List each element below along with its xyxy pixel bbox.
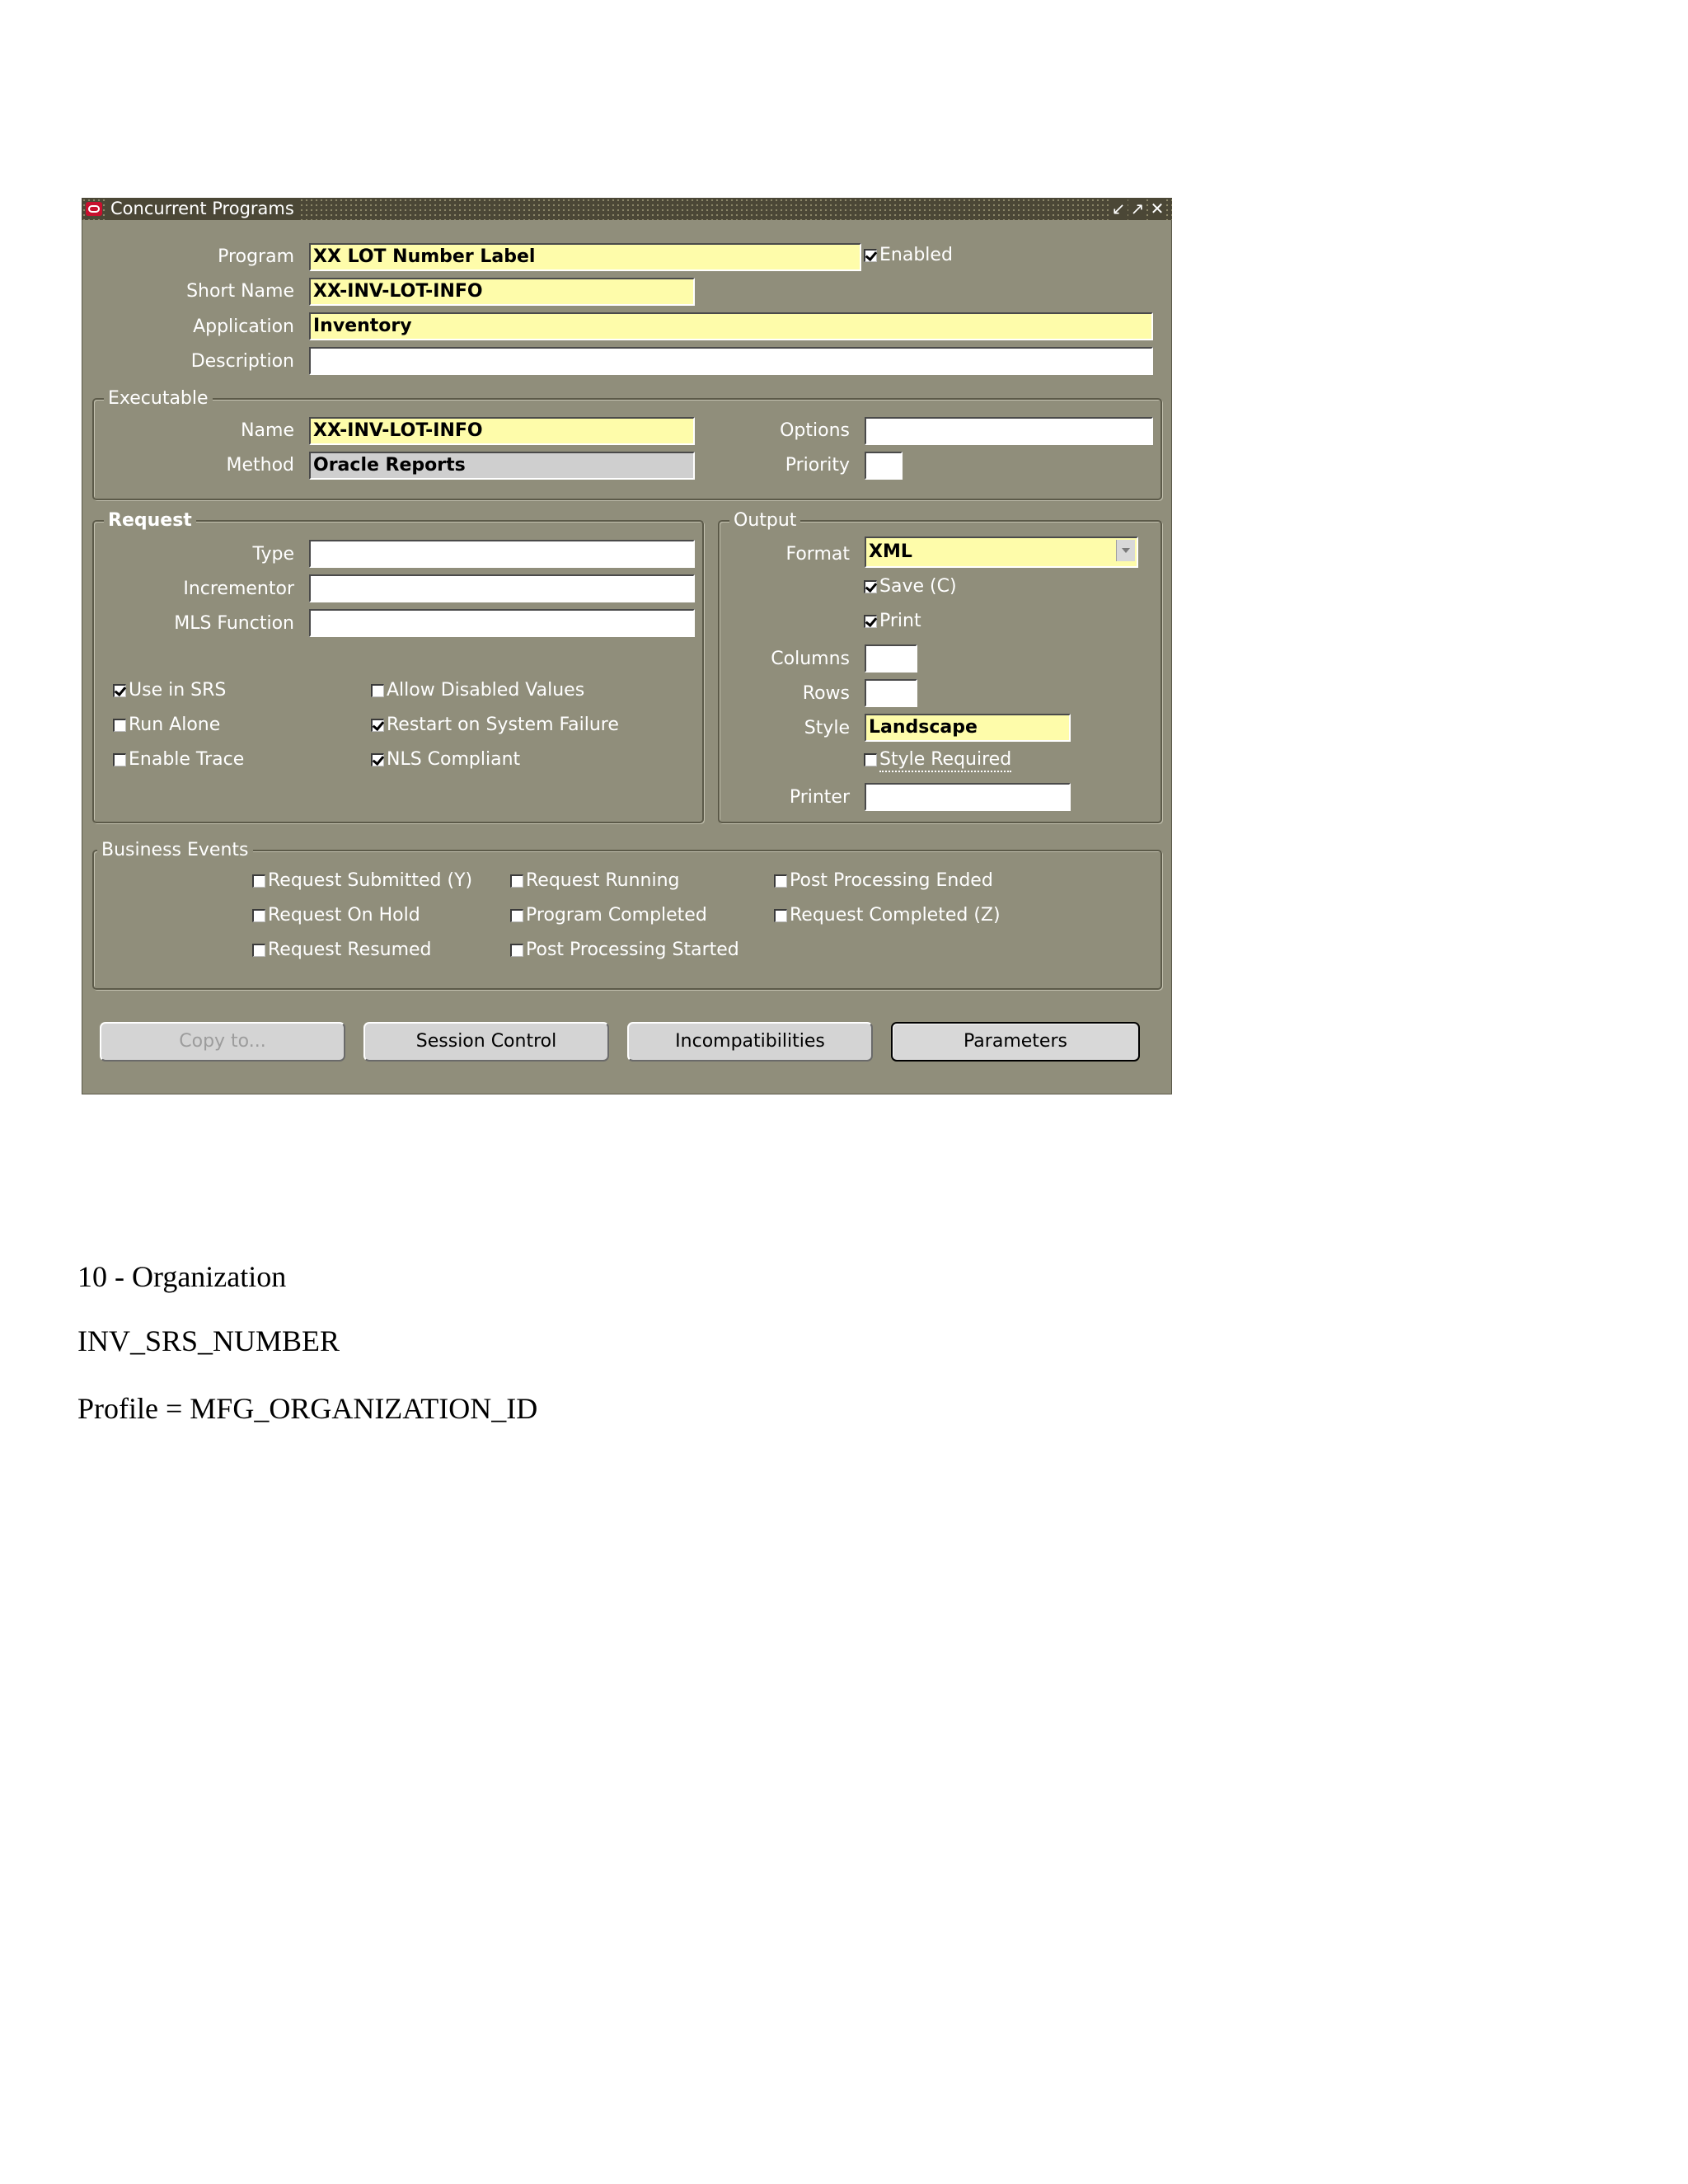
request-on-hold-label: Request On Hold [268,905,420,926]
enabled-checkbox[interactable] [864,245,953,266]
parameters-button[interactable]: Parameters [891,1022,1140,1062]
format-dropdown[interactable] [865,537,1138,568]
request-on-hold-checkbox[interactable] [252,905,420,926]
session-control-button[interactable]: Session Control [363,1022,609,1062]
program-label: Program [218,246,294,267]
priority-label-wrap [82,453,850,478]
doc-line-inv-srs-number: INV_SRS_NUMBER [77,1324,340,1357]
close-icon[interactable]: ✕ [1148,198,1166,220]
columns-field[interactable] [865,644,917,673]
nls-compliant-checkbox[interactable] [371,749,520,771]
request-running-label: Request Running [526,870,680,891]
post-processing-started-box[interactable] [510,944,523,957]
enabled-label: Enabled [879,245,953,265]
request-running-checkbox[interactable] [510,870,680,892]
style-required-checkbox[interactable] [864,749,1011,771]
request-submitted-box[interactable] [252,874,265,888]
executable-name-label: Name [241,420,294,441]
program-completed-box[interactable] [510,909,523,922]
allow-disabled-values-label: Allow Disabled Values [387,680,585,701]
mls-function-label: MLS Function [174,613,294,634]
enable-trace-box[interactable] [113,753,126,766]
request-running-box[interactable] [510,874,523,888]
print-box[interactable] [864,615,877,628]
post-processing-ended-label: Post Processing Ended [790,870,993,891]
program-label-wrap [82,245,294,269]
options-label: Options [780,420,850,441]
business-events-legend: Business Events [97,840,253,861]
priority-field[interactable] [865,452,903,480]
method-label: Method [226,455,294,476]
title-bar[interactable] [82,198,1172,220]
nls-compliant-label: NLS Compliant [387,749,521,770]
options-label-wrap [82,419,850,443]
style-required-box[interactable] [864,753,877,766]
request-resumed-checkbox[interactable] [252,940,432,961]
description-label: Description [190,351,294,372]
program-completed-label: Program Completed [526,905,707,926]
columns-label: Columns [771,649,850,669]
restart-on-failure-label: Restart on System Failure [387,715,619,735]
printer-label-wrap [82,785,850,810]
copy-to-button[interactable]: Copy to... [100,1022,345,1062]
enable-trace-label: Enable Trace [129,749,245,770]
request-completed-label: Request Completed (Z) [790,905,1001,926]
request-completed-checkbox[interactable] [774,905,1001,926]
request-on-hold-box[interactable] [252,909,265,922]
concurrent-programs-window [82,198,1172,1094]
doc-line-organization: 10 - Organization [77,1260,287,1293]
printer-field[interactable] [865,783,1071,811]
style-required-label: Style Required [879,749,1011,772]
program-completed-checkbox[interactable] [510,905,707,926]
request-submitted-label: Request Submitted (Y) [268,870,473,891]
output-legend: Output [729,510,800,532]
printer-label: Printer [789,787,850,808]
save-box[interactable] [864,580,877,593]
request-legend: Request [104,510,196,532]
format-value: XML [869,541,912,562]
rows-field[interactable] [865,679,917,707]
run-alone-label: Run Alone [129,715,221,735]
incrementor-label-wrap [82,577,294,602]
incrementor-field[interactable] [309,574,695,602]
description-label-wrap [82,349,294,374]
rows-label: Rows [802,683,850,704]
program-field[interactable]: XX LOT Number Label [309,243,861,271]
minimize-icon[interactable]: ↙ [1109,198,1128,220]
executable-name-field[interactable]: XX-INV-LOT-INFO [309,417,695,445]
short-name-label: Short Name [186,281,294,302]
application-label: Application [193,316,294,337]
request-resumed-label: Request Resumed [268,940,432,960]
format-label: Format [785,544,850,565]
save-checkbox[interactable] [864,576,957,598]
use-in-srs-label: Use in SRS [129,680,227,701]
short-name-label-wrap [82,279,294,304]
rows-label-wrap [82,682,850,706]
mls-label-wrap [82,612,294,636]
method-field[interactable]: Oracle Reports [309,452,695,480]
application-field[interactable]: Inventory [309,312,1153,340]
chevron-down-icon[interactable] [1116,540,1135,561]
format-label-wrap [82,542,850,567]
enable-trace-checkbox[interactable] [113,749,244,771]
mls-function-field[interactable] [309,609,695,637]
post-processing-started-label: Post Processing Started [526,940,739,960]
style-label: Style [804,718,850,738]
request-resumed-box[interactable] [252,944,265,957]
style-label-wrap [82,716,850,741]
description-field[interactable] [309,347,1153,375]
options-field[interactable] [865,417,1153,445]
style-field[interactable]: Landscape [865,714,1071,742]
save-label: Save (C) [879,576,957,597]
incompatibilities-button[interactable]: Incompatibilities [627,1022,873,1062]
request-completed-box[interactable] [774,909,787,922]
incrementor-label: Incrementor [183,579,294,599]
request-submitted-checkbox[interactable] [252,870,472,892]
print-checkbox[interactable] [864,611,921,632]
doc-line-profile: Profile = MFG_ORGANIZATION_ID [77,1392,538,1425]
short-name-field[interactable]: XX-INV-LOT-INFO [309,278,695,306]
window-title: Concurrent Programs [106,198,301,220]
post-processing-ended-checkbox[interactable] [774,870,993,892]
maximize-icon[interactable]: ↗ [1128,198,1146,220]
oracle-logo-icon [86,202,102,216]
post-processing-ended-box[interactable] [774,874,787,888]
print-label: Print [879,611,921,631]
post-processing-started-checkbox[interactable] [510,940,739,961]
type-label: Type [252,544,294,565]
columns-label-wrap [82,647,850,672]
enabled-checkbox-box[interactable] [864,249,877,262]
executable-group [92,388,1162,500]
application-label-wrap [82,315,294,340]
priority-label: Priority [785,455,850,476]
nls-compliant-box[interactable] [371,753,384,766]
executable-legend: Executable [104,388,213,410]
